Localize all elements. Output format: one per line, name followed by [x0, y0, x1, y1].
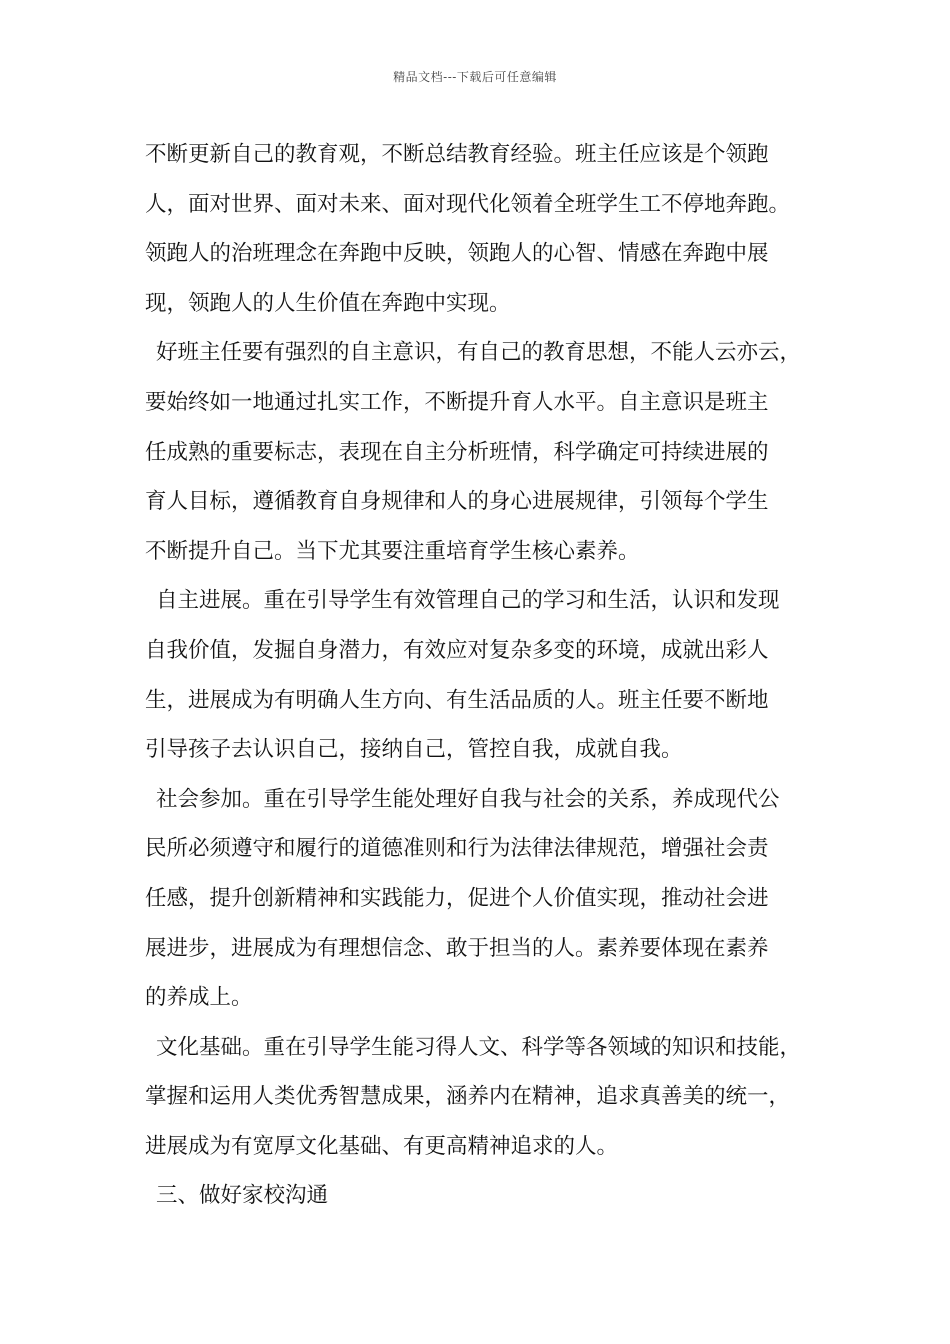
- text-line: 引导孩子去认识自己，接纳自己，管控自我，成就自我。: [145, 737, 683, 763]
- paragraph-start-line: 文化基础。重在引导学生能习得人文、科学等各领域的知识和技能，: [156, 1034, 802, 1060]
- text-line: 现，领跑人的人生价值在奔跑中实现。: [145, 290, 511, 316]
- paragraph-start-line: 好班主任要有强烈的自主意识，有自己的教育思想，不能人云亦云，: [156, 340, 802, 366]
- text-line: 不断更新自己的教育观，不断总结教育经验。班主任应该是个领跑: [145, 142, 769, 167]
- text-line: 民所必须遵守和履行的道德准则和行为法律法律规范，增强社会责: [145, 836, 769, 862]
- paragraph-start-line: 自主进展。重在引导学生有效管理自己的学习和生活，认识和发现: [156, 588, 780, 614]
- page-header: 精品文档---下载后可任意编辑: [393, 70, 557, 84]
- text-line: 掌握和运用人类优秀智慧成果，涵养内在精神，追求真善美的统一，: [145, 1084, 791, 1110]
- text-line: 的养成上。: [145, 985, 253, 1011]
- text-line: 任成熟的重要标志，表现在自主分析班情，科学确定可持续进展的: [145, 439, 769, 465]
- document-body: [145, 130, 820, 1221]
- text-line: 要始终如一地通过扎实工作，不断提升育人水平。自主意识是班主: [145, 389, 769, 415]
- text-line: 进展成为有宽厚文化基础、有更高精神追求的人。: [145, 1133, 619, 1159]
- text-line: 生，进展成为有明确人生方向、有生活品质的人。班主任要不断地: [145, 687, 769, 713]
- text-line: 展进步，进展成为有理想信念、敢于担当的人。素养要体现在素养: [145, 935, 769, 961]
- text-line: 自我价值，发掘自身潜力，有效应对复杂多变的环境，成就出彩人: [145, 637, 769, 663]
- text-line: 不断提升自己。当下尤其要注重培育学生核心素养。: [145, 538, 640, 564]
- paragraph-start-line: 社会参加。重在引导学生能处理好自我与社会的关系，养成现代公: [156, 786, 780, 812]
- section-heading: 三、做好家校沟通: [156, 1183, 329, 1209]
- text-line: 育人目标，遵循教育自身规律和人的身心进展规律，引领每个学生: [145, 489, 769, 515]
- text-line: 领跑人的治班理念在奔跑中反映，领跑人的心智、情感在奔跑中展: [145, 241, 769, 267]
- text-line: 人，面对世界、面对未来、面对现代化领着全班学生工不停地奔跑。: [145, 191, 791, 217]
- text-line: 任感，提升创新精神和实践能力，促进个人价值实现，推动社会进: [145, 885, 769, 911]
